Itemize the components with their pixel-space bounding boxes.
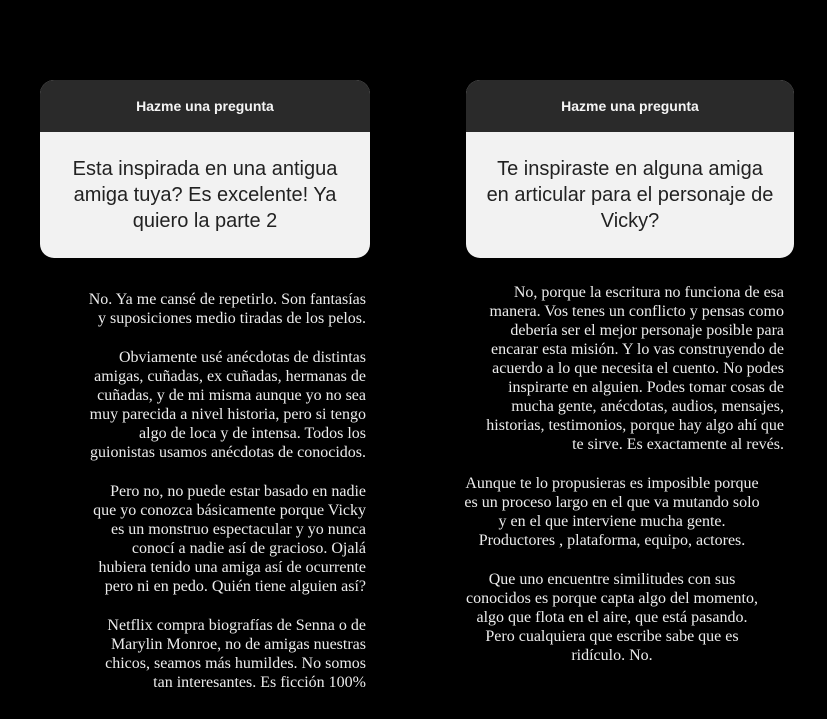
answer-paragraph: No, porque la escritura no funciona de esa manera. Vos tenes un conflicto y pensas como debería ser el mejor personaje posible para encarar esta misión. Y lo vas construyendo de acuerdo a lo que necesita el cuento. No podes inspirarte en alguien. Podes tomar cosas de mucha gente, anécdotas, audios, mensajes, historias, testimonios, porque hay algo ahí que te sirve. Es exactamente al revés. (486, 284, 784, 453)
question-text: Esta inspirada en una antigua amiga tuya? Es excelente! Ya quiero la parte 2 (72, 158, 338, 232)
right-story-panel (414, 0, 827, 719)
answer-text (40, 290, 366, 692)
answer-paragraph: Pero no, no puede estar basado en nadie que yo conozca básicamente porque Vicky es un monstruo espectacular y yo nunca conocí a nadie así de gracioso. Ojalá hubiera tenido una amiga así de ocurrente pero ni en pedo. Quién tiene alguien así? (93, 483, 366, 595)
question-sticker-header: Hazme una pregunta (466, 80, 794, 132)
answer-paragraph: Netflix compra biografías de Senna o de Marylin Monroe, no de amigas nuestras chicos, seamos más humildes. No somos tan interesantes. Es ficción 100% (105, 617, 366, 691)
question-sticker-header: Hazme una pregunta (40, 80, 370, 132)
left-story-panel (0, 0, 413, 719)
answer-paragraph: No. Ya me cansé de repetirlo. Son fantasías y suposiciones medio tiradas de los pelos. (88, 291, 366, 327)
question-sticker (40, 80, 370, 258)
answer-text (440, 283, 784, 665)
question-text: Te inspiraste en alguna amiga en articular para el personaje de Vicky? (486, 158, 774, 232)
answer-paragraph: Obviamente usé anécdotas de distintas amigas, cuñadas, ex cuñadas, hermanas de cuñadas, y de mi misma aunque yo no sea muy parecida a nivel historia, pero si tengo algo de loca y de intensa. Todos los guionistas usamos anécdotas de conocidos. (89, 349, 366, 461)
question-sticker (466, 80, 794, 258)
answer-paragraph: Que uno encuentre similitudes con sus conocidos es porque capta algo del momento, algo que flota en el aire, que está pasando. Pero cualquiera que escribe sabe que es ridículo. No. (466, 571, 758, 664)
answer-paragraph: Aunque te lo propusieras es imposible porque es un proceso largo en el que va mutando solo y en el que interviene mucha gente. Productores , plataforma, equipo, actores. (464, 475, 760, 549)
